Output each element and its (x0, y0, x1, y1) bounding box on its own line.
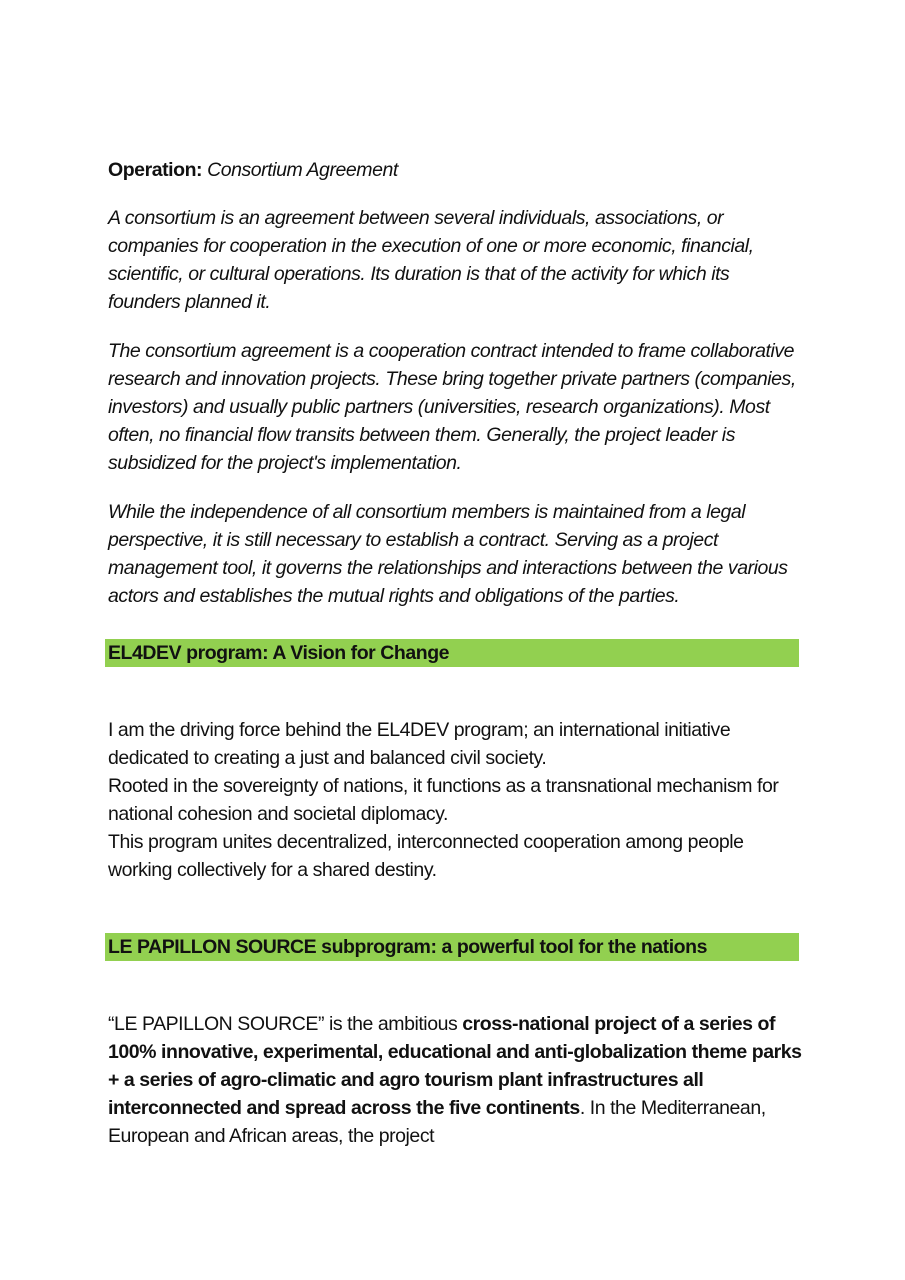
section-body-el4dev (108, 716, 802, 884)
intro-paragraph-1: A consortium is an agreement between several individuals, associations, or companies for cooperation in the execution of one or more economic, financial, scientific, or cultural operations. Its duration is that of the activity for which its founders planned it. (108, 207, 754, 313)
document-page (108, 156, 802, 1150)
el4dev-line-3: This program unites decentralized, interconnected cooperation among people working collectively for a shared destiny. (108, 831, 744, 881)
intro-paragraph-2: The consortium agreement is a cooperation contract intended to frame collaborative research and innovation projects. These bring together private partners (companies, investors) and usually public partners (universities, research organizations). Most often, no financial flow transits between them. Generally, the project leader is subsidized for the project's implementation. (108, 340, 796, 474)
operation-value: Consortium Agreement (207, 159, 398, 181)
papillon-text-bold: cross-national project of a series of 100% innovative, experimental, educational and anti-globalization theme parks + a series of agro-climatic and agro tourism plant infrastructures all interconnected and spread across the five continents (108, 1013, 802, 1119)
papillon-text-start: “LE PAPILLON SOURCE” is the ambitious (108, 1013, 463, 1035)
section-body-papillon (108, 1010, 802, 1150)
papillon-text-end: . In the Mediterranean, European and African areas, the project (108, 1097, 766, 1147)
papillon-paragraph (108, 1010, 802, 1150)
el4dev-line-1: I am the driving force behind the EL4DEV program; an international initiative dedicated to creating a just and balanced civil society. (108, 719, 731, 769)
section-heading-papillon: LE PAPILLON SOURCE subprogram: a powerful tool for the nations (105, 933, 799, 961)
operation-line (108, 156, 802, 184)
el4dev-line-2: Rooted in the sovereignty of nations, it functions as a transnational mechanism for national cohesion and societal diplomacy. (108, 775, 779, 825)
operation-label: Operation: (108, 159, 203, 181)
intro-paragraph-3: While the independence of all consortium members is maintained from a legal perspective, it is still necessary to establish a contract. Serving as a project management tool, it governs the relationships and interactions between the various actors and establishes the mutual rights and obligations of the parties. (108, 501, 788, 607)
section-heading-el4dev: EL4DEV program: A Vision for Change (105, 639, 799, 667)
